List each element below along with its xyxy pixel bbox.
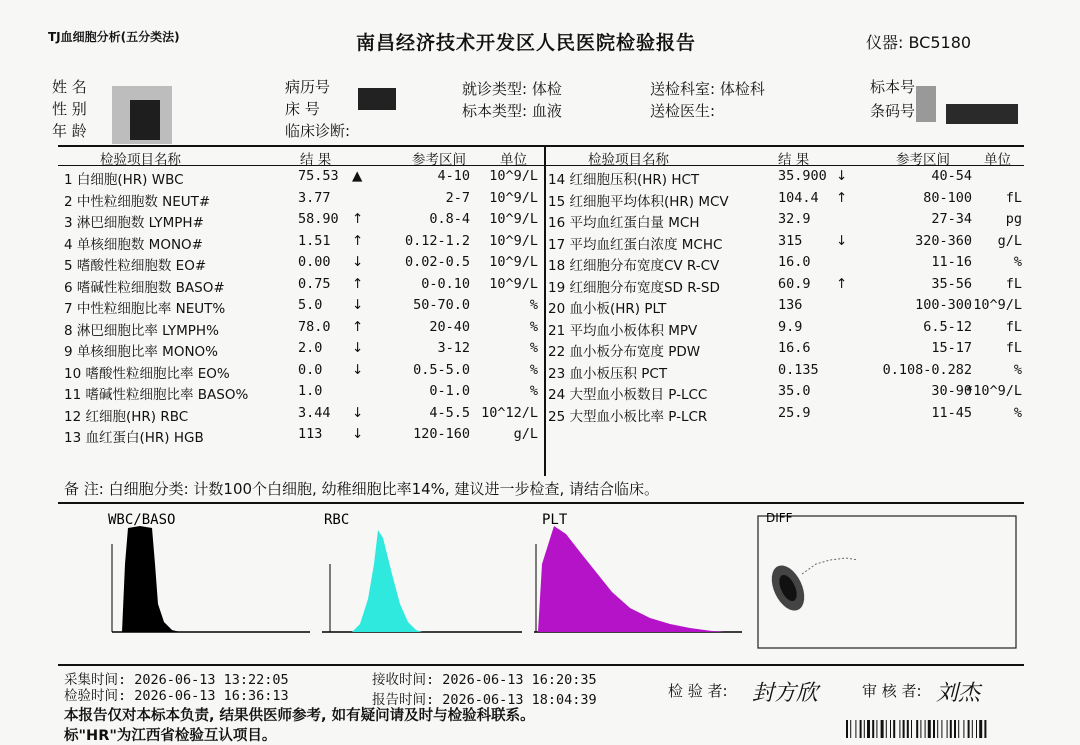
result-value: 0.00 <box>298 254 331 270</box>
rbc-histogram <box>322 512 522 632</box>
result-range: 100-300 <box>915 297 972 313</box>
result-value: 136 <box>778 297 803 313</box>
table-row <box>0 295 1080 317</box>
col-header-unit: 单位 <box>984 152 1011 168</box>
table-row <box>0 166 1080 188</box>
result-unit: 10^12/L <box>481 404 538 421</box>
barcode-bar <box>850 720 851 738</box>
result-value: 0.135 <box>778 361 819 378</box>
table-top-rule <box>58 145 1024 147</box>
result-name: 18 红细胞分布宽度CV R-CV <box>548 258 720 274</box>
barcode-label: 条码号 <box>870 102 916 120</box>
result-value: 35.0 <box>778 383 811 399</box>
record-label: 病历号 <box>285 78 331 96</box>
result-name: 21 平均血小板体积 MPV <box>548 322 698 339</box>
result-range: 50-70.0 <box>413 297 470 313</box>
result-name: 24 大型血小板数目 P-LCC <box>548 387 708 403</box>
barcode-bar <box>972 720 973 738</box>
result-name: 7 中性粒细胞比率 NEUT% <box>64 301 226 317</box>
barcode-bar <box>933 720 935 738</box>
table-row <box>0 424 1080 446</box>
result-value: 16.6 <box>778 340 811 356</box>
barcode-bar <box>893 720 895 738</box>
result-name: 15 红细胞平均体积(HR) MCV <box>548 193 729 210</box>
result-name: 20 血小板(HR) PLT <box>548 301 667 317</box>
barcode-bar <box>920 720 921 738</box>
wbc-histogram <box>108 512 310 632</box>
barcode-bar <box>876 720 877 738</box>
result-flag: ↓ <box>836 168 848 184</box>
barcode-bar <box>911 720 912 738</box>
barcode-bar <box>947 720 948 738</box>
plt-histogram <box>534 512 742 632</box>
table-row <box>0 317 1080 339</box>
result-name: 1 白细胞(HR) WBC <box>64 172 184 188</box>
dept-label: 送检科室: 体检科 <box>650 80 765 98</box>
result-value: 75.53 <box>298 168 339 184</box>
result-range: 4-10 <box>437 168 470 184</box>
instrument-label: 仪器: BC5180 <box>866 33 972 52</box>
result-value: 58.90 <box>298 211 339 227</box>
barcode-bar <box>881 720 884 738</box>
table-row <box>0 274 1080 296</box>
privacy-mask <box>946 104 1018 124</box>
diff-scatter <box>754 512 1020 652</box>
barcode-bar <box>937 720 938 738</box>
wbc-label: WBC/BASO <box>108 512 176 528</box>
result-range: 0-1.0 <box>429 383 470 399</box>
result-flag: ↓ <box>352 361 364 378</box>
result-unit: % <box>1013 404 1022 421</box>
name-label: 姓 名 <box>52 78 87 96</box>
result-unit: % <box>1013 254 1022 270</box>
result-flag: ↓ <box>352 340 364 356</box>
barcode-bar <box>916 720 918 738</box>
tester-signature: 封方欣 <box>752 681 819 706</box>
barcode-bar <box>958 720 959 738</box>
result-unit: pg <box>1005 211 1022 227</box>
result-range: 15-17 <box>931 340 972 356</box>
result-range: 0-0.10 <box>421 275 470 292</box>
result-unit: 10^9/L <box>489 168 538 184</box>
result-flag: ↑ <box>352 211 364 227</box>
result-value: 315 <box>778 232 803 249</box>
barcode-bar <box>954 720 956 738</box>
barcode-bar <box>968 720 970 738</box>
result-unit: % <box>529 361 538 378</box>
result-value: 78.0 <box>298 318 331 335</box>
result-unit: 10^9/L <box>489 254 538 270</box>
barcode-bar <box>979 720 982 738</box>
result-name: 8 淋巴细胞比率 LYMPH% <box>64 322 219 339</box>
col-header-result: 结 果 <box>300 152 332 168</box>
reviewer-signature: 刘杰 <box>936 681 981 706</box>
barcode-bar <box>864 720 865 738</box>
result-unit: fL <box>1005 189 1022 206</box>
barcode <box>846 720 1022 738</box>
result-value: 1.0 <box>298 383 323 399</box>
result-range: 0.5-5.0 <box>413 361 470 378</box>
test-time: 检验时间: 2026-06-13 16:36:13 <box>64 688 289 704</box>
result-value: 104.4 <box>778 189 819 206</box>
result-name: 14 红细胞压积(HR) HCT <box>548 172 700 188</box>
receive-time: 接收时间: 2026-06-13 16:20:35 <box>372 672 597 688</box>
barcode-bar <box>886 720 887 738</box>
result-flag: ↓ <box>352 254 364 270</box>
result-value: 9.9 <box>778 318 803 335</box>
result-value: 35.900 <box>778 168 827 184</box>
barcode-bar <box>984 720 986 738</box>
col-header-item: 检验项目名称 <box>588 152 669 168</box>
reviewer-label: 审 核 者: <box>862 682 922 700</box>
result-name: 4 单核细胞数 MONO# <box>64 236 203 253</box>
collect-time: 采集时间: 2026-06-13 13:22:05 <box>64 672 289 688</box>
result-unit: 10^9/L <box>489 275 538 292</box>
result-unit: % <box>529 297 538 313</box>
barcode-bar <box>963 720 964 738</box>
result-name: 19 红细胞分布宽度SD R-SD <box>548 279 720 296</box>
result-name: 6 嗜碱性粒细胞数 BASO# <box>64 279 225 296</box>
result-value: 0.0 <box>298 361 323 378</box>
result-unit: fL <box>1005 275 1022 292</box>
table-row <box>0 360 1080 382</box>
result-name: 12 红细胞(HR) RBC <box>64 408 189 425</box>
result-value: 2.0 <box>298 340 323 356</box>
result-value: 16.0 <box>778 254 811 270</box>
result-unit: % <box>529 383 538 399</box>
col-header-range: 参考区间 <box>896 152 950 168</box>
result-range: 0.108-0.282 <box>882 361 972 378</box>
disclaimer: 本报告仅对本标本负责, 结果供医师参考, 如有疑问请及时与检验科联系。 <box>64 708 535 724</box>
result-range: 4-5.5 <box>429 404 470 421</box>
result-range: 120-160 <box>413 426 470 442</box>
result-unit: g/L <box>513 426 538 442</box>
result-flag: ↓ <box>836 232 848 249</box>
diff-label: DIFF <box>766 512 793 525</box>
result-name: 25 大型血小板比率 P-LCR <box>548 408 708 425</box>
result-flag: ↑ <box>352 232 364 249</box>
barcode-bar <box>846 720 848 738</box>
bed-label: 床 号 <box>285 100 320 118</box>
result-range: 0.8-4 <box>429 211 470 227</box>
result-flag: ▲ <box>352 168 363 184</box>
result-value: 3.77 <box>298 189 331 206</box>
table-row <box>0 381 1080 403</box>
barcode-bar <box>976 720 977 738</box>
col-header-unit: 单位 <box>500 152 527 168</box>
result-unit: % <box>529 340 538 356</box>
result-flag: ↑ <box>836 189 848 206</box>
col-header-result: 结 果 <box>778 152 810 168</box>
result-name: 22 血小板分布宽度 PDW <box>548 344 701 360</box>
result-range: 80-100 <box>923 189 972 206</box>
result-value: 113 <box>298 426 323 442</box>
result-value: 1.51 <box>298 232 331 249</box>
tester-label: 检 验 者: <box>668 682 728 700</box>
barcode-bar <box>950 720 952 738</box>
table-row <box>0 252 1080 274</box>
barcode-bar <box>890 720 891 738</box>
table-row <box>0 338 1080 360</box>
table-row <box>0 209 1080 231</box>
histogram-panel <box>60 504 750 664</box>
result-value: 32.9 <box>778 211 811 227</box>
result-unit: 10^9/L <box>489 189 538 206</box>
result-name: 3 淋巴细胞数 LYMPH# <box>64 215 204 231</box>
barcode-bar <box>903 720 905 738</box>
table-row <box>0 231 1080 253</box>
result-range: 40-54 <box>931 168 972 184</box>
mutual-recognition-note: 标"HR"为江西省检验互认项目。 <box>64 728 277 744</box>
table-row <box>0 188 1080 210</box>
result-unit: 10^9/L <box>489 232 538 249</box>
result-unit: *10^9/L <box>965 383 1022 399</box>
barcode-bar <box>941 720 942 738</box>
barcode-bar <box>872 720 874 738</box>
footer-rule <box>58 664 1024 666</box>
diagnosis-label: 临床诊断: <box>285 122 351 140</box>
result-name: 11 嗜碱性粒细胞比率 BASO% <box>64 387 249 403</box>
barcode-bar <box>860 720 862 738</box>
result-unit: % <box>529 318 538 335</box>
report-time: 报告时间: 2026-06-13 18:04:39 <box>372 692 597 708</box>
result-name: 17 平均血红蛋白浓度 MCHC <box>548 236 723 253</box>
result-range: 27-34 <box>931 211 972 227</box>
result-name: 9 单核细胞比率 MONO% <box>64 344 218 360</box>
sex-label: 性 别 <box>52 100 87 118</box>
method-label: TJ血细胞分析(五分类法) <box>48 30 180 44</box>
result-range: 11-45 <box>931 404 972 421</box>
privacy-mask <box>130 100 160 140</box>
result-value: 3.44 <box>298 404 331 421</box>
result-flag: ↑ <box>352 318 364 335</box>
barcode-bar <box>899 720 900 738</box>
privacy-mask <box>916 86 936 122</box>
report-title: 南昌经济技术开发区人民医院检验报告 <box>356 32 697 54</box>
barcode-bar <box>855 720 856 738</box>
result-flag: ↓ <box>352 404 364 421</box>
result-flag: ↑ <box>352 275 364 292</box>
result-value: 60.9 <box>778 275 811 292</box>
col-header-range: 参考区间 <box>412 152 466 168</box>
result-range: 2-7 <box>445 189 470 206</box>
result-value: 5.0 <box>298 297 323 313</box>
result-range: 0.12-1.2 <box>404 232 470 249</box>
result-name: 2 中性粒细胞数 NEUT# <box>64 193 211 210</box>
result-unit: % <box>1013 361 1022 378</box>
privacy-mask <box>358 88 396 110</box>
result-unit: fL <box>1005 340 1022 356</box>
result-name: 5 嗜酸性粒细胞数 EO# <box>64 258 207 274</box>
result-name: 23 血小板压积 PCT <box>548 365 668 382</box>
result-range: 0.02-0.5 <box>404 254 470 270</box>
barcode-bar <box>925 720 926 738</box>
result-unit: fL <box>1005 318 1022 335</box>
specimen-no-label: 标本号 <box>870 78 916 96</box>
barcode-bar <box>928 720 931 738</box>
table-row <box>0 403 1080 425</box>
doctor-label: 送检医生: <box>650 102 716 120</box>
result-range: 30-90 <box>931 383 972 399</box>
rbc-label: RBC <box>324 512 350 528</box>
result-name: 16 平均血红蛋白量 MCH <box>548 215 700 231</box>
result-flag: ↓ <box>352 297 364 313</box>
result-range: 6.5-12 <box>923 318 972 335</box>
plt-label: PLT <box>542 512 568 528</box>
result-name: 10 嗜酸性粒细胞比率 EO% <box>64 365 230 382</box>
remark: 备 注: 白细胞分类: 计数100个白细胞, 幼稚细胞比率14%, 建议进一步检查, 请结合临床。 <box>64 480 659 498</box>
result-name: 13 血红蛋白(HR) HGB <box>64 430 204 446</box>
age-label: 年 龄 <box>52 122 87 140</box>
col-header-item: 检验项目名称 <box>100 152 181 168</box>
result-range: 35-56 <box>931 275 972 292</box>
barcode-bar <box>867 720 870 738</box>
result-range: 20-40 <box>429 318 470 335</box>
result-value: 0.75 <box>298 275 331 292</box>
barcode-bar <box>907 720 909 738</box>
result-unit: 10^9/L <box>973 297 1022 313</box>
sample-type: 标本类型: 血液 <box>462 102 562 120</box>
result-range: 11-16 <box>931 254 972 270</box>
result-range: 320-360 <box>915 232 972 249</box>
visit-type: 就诊类型: 体检 <box>462 80 562 98</box>
result-value: 25.9 <box>778 404 811 421</box>
result-unit: 10^9/L <box>489 211 538 227</box>
result-range: 3-12 <box>437 340 470 356</box>
result-flag: ↑ <box>836 275 848 292</box>
result-unit: g/L <box>997 232 1022 249</box>
result-flag: ↓ <box>352 426 364 442</box>
